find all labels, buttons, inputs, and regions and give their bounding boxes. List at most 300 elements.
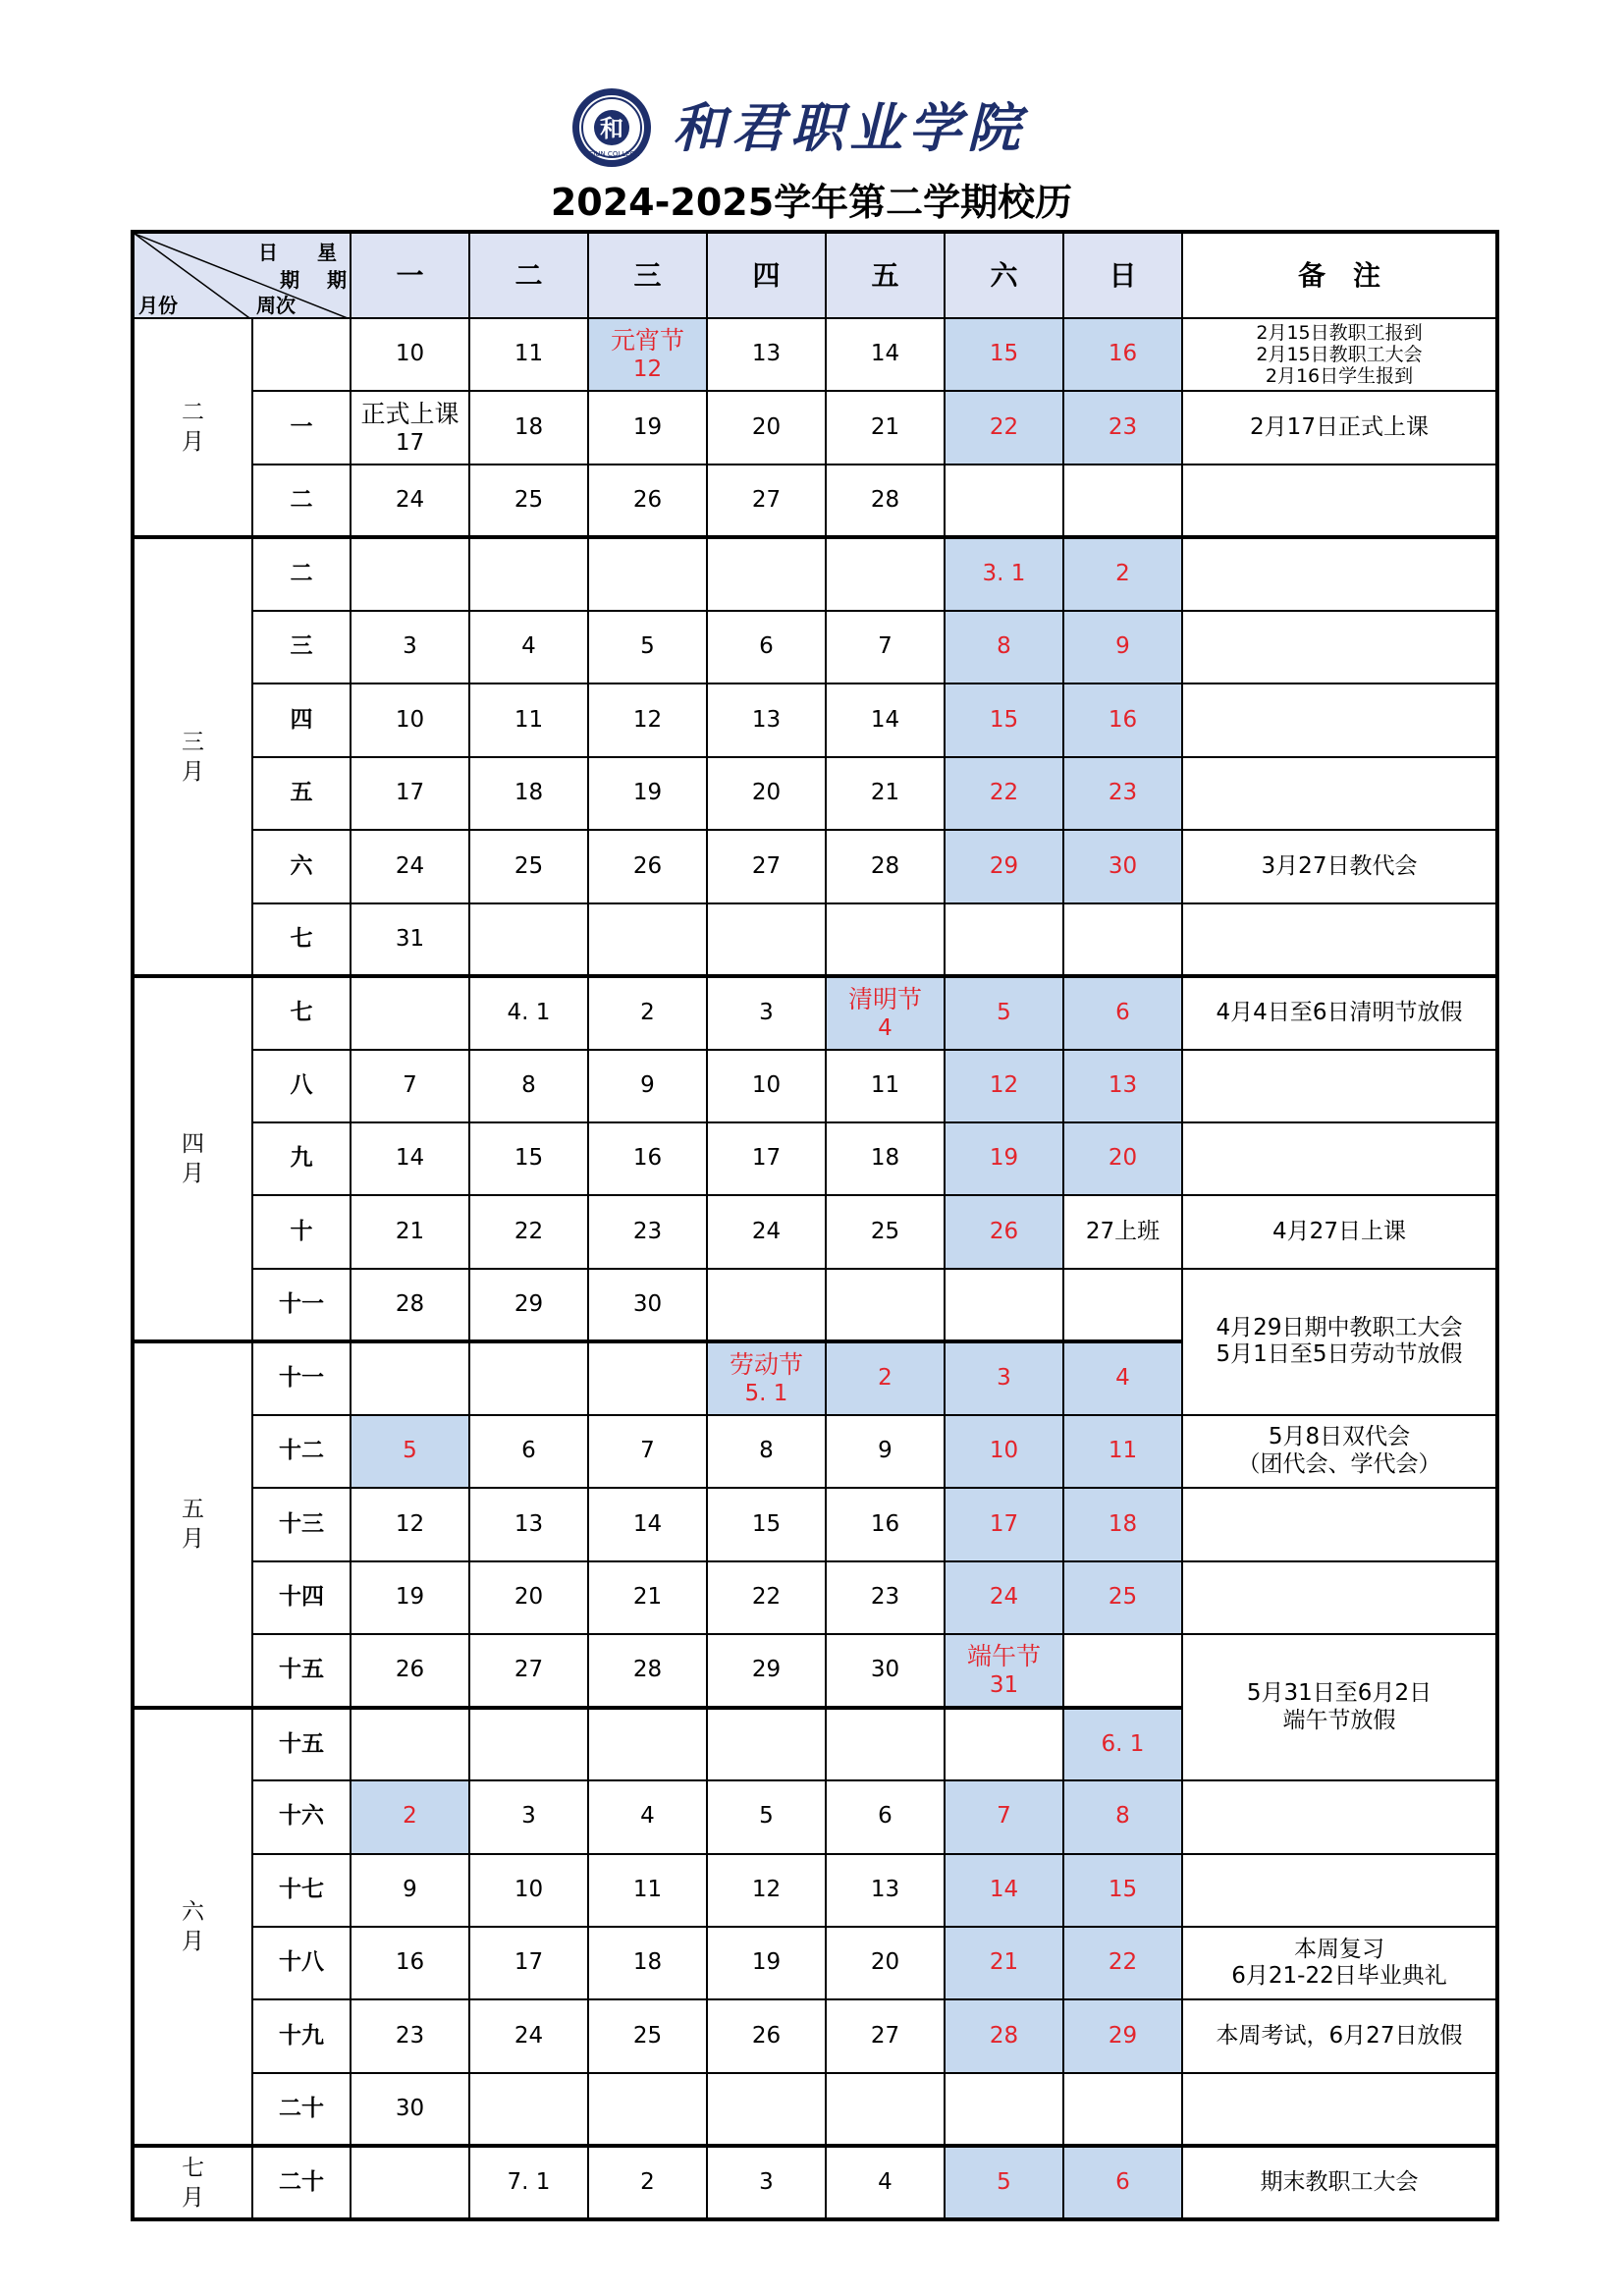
corner-label-xing: 星 xyxy=(317,241,337,264)
date-cell: 15 xyxy=(469,1122,588,1195)
date-cell: 5 xyxy=(945,976,1063,1049)
date-cell: 2 xyxy=(588,2146,707,2219)
date-cell xyxy=(469,2073,588,2146)
date-cell: 16 xyxy=(826,1488,945,1560)
week-number-cell: 八 xyxy=(252,1050,351,1122)
week-number-cell: 十二 xyxy=(252,1415,351,1488)
date-cell: 4. 1 xyxy=(469,976,588,1049)
week-number-cell: 五 xyxy=(252,757,351,830)
remark-line: 端午节放假 xyxy=(1282,1707,1396,1733)
remark-header: 备 注 xyxy=(1182,232,1497,318)
date-cell: 22 xyxy=(1063,1927,1182,1999)
date-cell: 7 xyxy=(351,1050,469,1122)
date-cell: 11 xyxy=(826,1050,945,1122)
date-cell xyxy=(826,1708,945,1780)
remark-line: 5月31日至6月2日 xyxy=(1246,1680,1433,1707)
date-cell: 29 xyxy=(707,1634,826,1707)
calendar-body xyxy=(133,318,1497,2219)
date-cell: 30 xyxy=(1063,830,1182,902)
day-header-fri: 五 xyxy=(826,232,945,318)
date-cell: 20 xyxy=(707,391,826,464)
date-cell: 25 xyxy=(469,830,588,902)
date-cell: 11 xyxy=(588,1854,707,1927)
month-label: 四月 xyxy=(182,1131,204,1187)
remark-cell xyxy=(1182,1269,1497,1415)
calendar-row xyxy=(133,537,1497,610)
date-cell: 13 xyxy=(826,1854,945,1927)
date-cell: 25 xyxy=(1063,1561,1182,1634)
week-number-cell: 十九 xyxy=(252,1999,351,2072)
date-cell: 7. 1 xyxy=(469,2146,588,2219)
class-start-date: 17 xyxy=(395,429,425,456)
date-cell: 30 xyxy=(826,1634,945,1707)
month-cell xyxy=(133,1341,252,1707)
date-cell xyxy=(469,903,588,976)
remark-line: 3月27日教代会 xyxy=(1261,852,1418,879)
week-number-cell: 六 xyxy=(252,830,351,902)
day-header-thu: 四 xyxy=(707,232,826,318)
remark-cell xyxy=(1182,1122,1497,1195)
date-cell: 21 xyxy=(588,1561,707,1634)
date-cell: 17 xyxy=(945,1488,1063,1560)
date-cell xyxy=(707,537,826,610)
date-cell: 20 xyxy=(826,1927,945,1999)
date-cell: 2 xyxy=(588,976,707,1049)
date-cell: 17 xyxy=(351,757,469,830)
date-cell xyxy=(351,976,469,1049)
calendar-row xyxy=(133,830,1497,902)
week-number-cell: 七 xyxy=(252,903,351,976)
remark-cell xyxy=(1182,903,1497,976)
date-cell: 19 xyxy=(588,391,707,464)
remark-cell xyxy=(1182,1415,1497,1488)
remark-line: 2月17日正式上课 xyxy=(1250,413,1429,440)
date-cell xyxy=(826,1269,945,1341)
date-cell: 5 xyxy=(945,2146,1063,2219)
date-cell: 24 xyxy=(945,1561,1063,1634)
date-cell: 17 xyxy=(469,1927,588,1999)
calendar-row xyxy=(133,391,1497,464)
remark-cell xyxy=(1182,1999,1497,2072)
date-cell: 3 xyxy=(707,976,826,1049)
month-cell xyxy=(133,318,252,537)
week-number-cell: 九 xyxy=(252,1122,351,1195)
date-cell: 3 xyxy=(707,2146,826,2219)
week-number-cell: 十一 xyxy=(252,1341,351,1414)
date-cell: 21 xyxy=(826,757,945,830)
date-cell: 16 xyxy=(1063,318,1182,391)
date-cell: 14 xyxy=(826,318,945,391)
week-number-cell: 十四 xyxy=(252,1561,351,1634)
date-cell: 9 xyxy=(588,1050,707,1122)
holiday-name: 端午节 xyxy=(966,1641,1041,1670)
date-cell: 6 xyxy=(1063,2146,1182,2219)
date-cell: 13 xyxy=(707,683,826,756)
date-cell xyxy=(707,903,826,976)
date-cell: 15 xyxy=(1063,1854,1182,1927)
remark-cell xyxy=(1182,1927,1497,1999)
remark-cell xyxy=(1182,391,1497,464)
date-cell: 10 xyxy=(945,1415,1063,1488)
date-cell xyxy=(469,1341,588,1414)
date-cell: 26 xyxy=(707,1999,826,2072)
date-cell: 24 xyxy=(351,465,469,537)
holiday-cell xyxy=(945,1634,1063,1707)
remark-line: 2月16日学生报到 xyxy=(1265,365,1414,388)
week-number-cell: 一 xyxy=(252,391,351,464)
date-cell xyxy=(826,2073,945,2146)
college-seal-logo xyxy=(570,86,653,169)
date-cell: 3. 1 xyxy=(945,537,1063,610)
date-cell: 29 xyxy=(1063,1999,1182,2072)
date-cell xyxy=(945,1708,1063,1780)
calendar-row xyxy=(133,1415,1497,1488)
date-cell: 22 xyxy=(707,1561,826,1634)
date-cell: 25 xyxy=(469,465,588,537)
date-cell: 14 xyxy=(351,1122,469,1195)
college-name: 和君职业学院 xyxy=(673,96,1026,159)
date-cell: 28 xyxy=(826,465,945,537)
date-cell: 30 xyxy=(588,1269,707,1341)
date-cell: 28 xyxy=(588,1634,707,1707)
date-cell: 13 xyxy=(469,1488,588,1560)
holiday-cell xyxy=(826,976,945,1049)
holiday-date: 12 xyxy=(632,356,663,383)
date-cell: 6 xyxy=(469,1415,588,1488)
date-cell: 9 xyxy=(351,1854,469,1927)
calendar-row xyxy=(133,1269,1497,1341)
date-cell: 29 xyxy=(469,1269,588,1341)
date-cell: 3 xyxy=(469,1780,588,1853)
date-cell: 26 xyxy=(945,1195,1063,1268)
date-cell: 24 xyxy=(469,1999,588,2072)
date-cell: 4 xyxy=(588,1780,707,1853)
week-number-cell: 七 xyxy=(252,976,351,1049)
holiday-name: 清明节 xyxy=(847,984,922,1013)
date-cell xyxy=(1063,2073,1182,2146)
date-cell: 4 xyxy=(469,611,588,683)
remark-cell xyxy=(1182,1488,1497,1560)
week-number-cell: 十五 xyxy=(252,1708,351,1780)
remark-cell xyxy=(1182,976,1497,1049)
date-cell: 23 xyxy=(588,1195,707,1268)
date-cell: 12 xyxy=(588,683,707,756)
remark-cell xyxy=(1182,757,1497,830)
date-cell: 5 xyxy=(351,1415,469,1488)
calendar-row xyxy=(133,976,1497,1049)
remark-cell xyxy=(1182,1634,1497,1780)
week-number-cell: 十七 xyxy=(252,1854,351,1927)
day-header-sat: 六 xyxy=(945,232,1063,318)
date-cell xyxy=(351,1708,469,1780)
calendar-row xyxy=(133,1561,1497,1634)
week-number-cell: 四 xyxy=(252,683,351,756)
date-cell: 16 xyxy=(351,1927,469,1999)
date-cell: 27 xyxy=(707,465,826,537)
date-cell: 21 xyxy=(351,1195,469,1268)
calendar-row xyxy=(133,1927,1497,1999)
calendar-row xyxy=(133,903,1497,976)
date-cell: 2 xyxy=(1063,537,1182,610)
remark-cell xyxy=(1182,683,1497,756)
date-cell xyxy=(1063,903,1182,976)
class-start-cell xyxy=(351,391,469,464)
date-cell xyxy=(707,2073,826,2146)
remark-line: 5月1日至5日劳动节放假 xyxy=(1216,1341,1463,1368)
corner-label-qi1: 期 xyxy=(280,268,299,292)
date-cell: 27 xyxy=(707,830,826,902)
month-label: 七月 xyxy=(182,2155,204,2211)
date-cell: 10 xyxy=(351,683,469,756)
date-cell: 14 xyxy=(826,683,945,756)
corner-header-cell xyxy=(133,232,351,318)
calendar-row xyxy=(133,1634,1497,1707)
day-header-wed: 三 xyxy=(588,232,707,318)
remark-line: 本周考试，6月27日放假 xyxy=(1216,2022,1463,2049)
week-number-cell: 三 xyxy=(252,611,351,683)
date-cell: 7 xyxy=(588,1415,707,1488)
remark-line: 4月29日期中教职工大会 xyxy=(1216,1314,1463,1340)
date-cell: 12 xyxy=(945,1050,1063,1122)
remark-line: 期末教职工大会 xyxy=(1260,2168,1419,2195)
date-cell xyxy=(945,465,1063,537)
svg-text:HEJUN COLLEGE: HEJUN COLLEGE xyxy=(583,150,640,158)
remark-cell xyxy=(1182,465,1497,537)
date-cell: 15 xyxy=(707,1488,826,1560)
month-cell xyxy=(133,2146,252,2219)
date-cell xyxy=(351,2146,469,2219)
date-cell: 15 xyxy=(945,318,1063,391)
date-cell: 3 xyxy=(351,611,469,683)
calendar-row xyxy=(133,2073,1497,2146)
date-cell: 26 xyxy=(351,1634,469,1707)
date-cell: 14 xyxy=(945,1854,1063,1927)
svg-text:和: 和 xyxy=(600,114,623,142)
date-cell xyxy=(469,537,588,610)
date-cell: 2 xyxy=(826,1341,945,1414)
week-number-cell: 十五 xyxy=(252,1634,351,1707)
date-cell: 19 xyxy=(707,1927,826,1999)
date-cell: 13 xyxy=(707,318,826,391)
week-number-cell: 十六 xyxy=(252,1780,351,1853)
calendar-row xyxy=(133,1195,1497,1268)
date-cell: 19 xyxy=(945,1122,1063,1195)
date-cell: 10 xyxy=(707,1050,826,1122)
date-cell: 21 xyxy=(826,391,945,464)
remark-cell xyxy=(1182,537,1497,610)
date-cell: 11 xyxy=(469,318,588,391)
date-cell xyxy=(945,2073,1063,2146)
date-cell xyxy=(1063,1634,1182,1707)
date-cell xyxy=(826,903,945,976)
remark-line: 2月15日教职工报到 xyxy=(1256,322,1423,345)
date-cell: 23 xyxy=(351,1999,469,2072)
remark-line: 6月21-22日毕业典礼 xyxy=(1231,1963,1447,1990)
remark-cell xyxy=(1182,611,1497,683)
date-cell xyxy=(588,1341,707,1414)
calendar-row xyxy=(133,1854,1497,1927)
month-cell xyxy=(133,537,252,976)
date-cell xyxy=(945,903,1063,976)
date-cell: 18 xyxy=(469,757,588,830)
date-cell: 30 xyxy=(351,2073,469,2146)
corner-label-month: 月份 xyxy=(138,294,178,317)
date-cell xyxy=(945,1269,1063,1341)
date-cell xyxy=(351,1341,469,1414)
day-header-mon: 一 xyxy=(351,232,469,318)
date-cell: 31 xyxy=(351,903,469,976)
date-cell: 15 xyxy=(945,683,1063,756)
date-cell: 26 xyxy=(588,465,707,537)
date-cell: 18 xyxy=(588,1927,707,1999)
class-start-label: 正式上课 xyxy=(360,399,460,428)
holiday-cell xyxy=(707,1341,826,1414)
date-cell: 16 xyxy=(588,1122,707,1195)
remark-cell xyxy=(1182,318,1497,391)
date-cell: 28 xyxy=(945,1999,1063,2072)
date-cell xyxy=(1063,465,1182,537)
remark-line: 本周复习 xyxy=(1294,1936,1384,1962)
calendar-row xyxy=(133,757,1497,830)
date-cell: 8 xyxy=(707,1415,826,1488)
remark-cell xyxy=(1182,1780,1497,1853)
calendar-row xyxy=(133,1122,1497,1195)
date-cell: 27上班 xyxy=(1063,1195,1182,1268)
date-cell: 10 xyxy=(469,1854,588,1927)
date-cell: 6 xyxy=(826,1780,945,1853)
date-cell: 8 xyxy=(469,1050,588,1122)
remark-cell xyxy=(1182,1195,1497,1268)
corner-label-week: 周次 xyxy=(256,294,296,317)
date-cell: 9 xyxy=(826,1415,945,1488)
date-cell xyxy=(1063,1269,1182,1341)
page-title: 2024-2025学年第二学期校历 xyxy=(550,181,1073,224)
date-cell: 24 xyxy=(707,1195,826,1268)
date-cell: 19 xyxy=(351,1561,469,1634)
holiday-date: 31 xyxy=(989,1671,1019,1698)
date-cell: 4 xyxy=(826,2146,945,2219)
week-number-cell: 十三 xyxy=(252,1488,351,1560)
week-number-cell: 十八 xyxy=(252,1927,351,1999)
date-cell: 22 xyxy=(945,757,1063,830)
date-cell: 18 xyxy=(826,1122,945,1195)
month-label: 二月 xyxy=(182,400,204,456)
holiday-cell xyxy=(588,318,707,391)
date-cell: 6 xyxy=(707,611,826,683)
date-cell: 21 xyxy=(945,1927,1063,1999)
remark-cell xyxy=(1182,2146,1497,2219)
holiday-date: 5. 1 xyxy=(744,1381,788,1407)
remark-cell xyxy=(1182,1561,1497,1634)
calendar-row xyxy=(133,318,1497,391)
date-cell: 28 xyxy=(826,830,945,902)
date-cell: 27 xyxy=(826,1999,945,2072)
date-cell: 25 xyxy=(826,1195,945,1268)
date-cell: 5 xyxy=(707,1780,826,1853)
week-number-cell: 二十 xyxy=(252,2073,351,2146)
date-cell: 9 xyxy=(1063,611,1182,683)
date-cell: 23 xyxy=(1063,391,1182,464)
date-cell: 13 xyxy=(1063,1050,1182,1122)
calendar-row xyxy=(133,1999,1497,2072)
calendar-row xyxy=(133,1050,1497,1122)
month-label: 五月 xyxy=(182,1497,204,1553)
date-cell xyxy=(588,903,707,976)
date-cell: 12 xyxy=(707,1854,826,1927)
remark-cell xyxy=(1182,2073,1497,2146)
date-cell: 12 xyxy=(351,1488,469,1560)
day-header-tue: 二 xyxy=(469,232,588,318)
date-cell: 28 xyxy=(351,1269,469,1341)
school-calendar-table xyxy=(131,230,1499,2221)
date-cell: 18 xyxy=(1063,1488,1182,1560)
corner-label-qi2: 期 xyxy=(327,268,347,292)
calendar-row xyxy=(133,611,1497,683)
week-number-cell: 十一 xyxy=(252,1269,351,1341)
week-number-cell: 二十 xyxy=(252,2146,351,2219)
remark-line: 2月15日教职工大会 xyxy=(1256,344,1423,366)
corner-label-ri: 日 xyxy=(258,241,278,264)
date-cell: 20 xyxy=(469,1561,588,1634)
day-header-sun: 日 xyxy=(1063,232,1182,318)
page-header xyxy=(0,79,1623,177)
table-header-row xyxy=(133,232,1497,318)
date-cell: 17 xyxy=(707,1122,826,1195)
week-number-cell: 十 xyxy=(252,1195,351,1268)
date-cell: 14 xyxy=(588,1488,707,1560)
date-cell: 20 xyxy=(707,757,826,830)
date-cell: 18 xyxy=(469,391,588,464)
calendar-row xyxy=(133,2146,1497,2219)
date-cell xyxy=(588,537,707,610)
month-label: 六月 xyxy=(182,1898,204,1954)
date-cell: 22 xyxy=(945,391,1063,464)
date-cell: 24 xyxy=(351,830,469,902)
date-cell xyxy=(351,537,469,610)
month-cell xyxy=(133,976,252,1341)
date-cell: 16 xyxy=(1063,683,1182,756)
date-cell: 23 xyxy=(1063,757,1182,830)
date-cell: 2 xyxy=(351,1780,469,1853)
date-cell: 23 xyxy=(826,1561,945,1634)
date-cell: 11 xyxy=(1063,1415,1182,1488)
week-number-cell: 二 xyxy=(252,465,351,537)
remark-line: （团代会、学代会） xyxy=(1237,1451,1441,1478)
date-cell: 7 xyxy=(826,611,945,683)
month-cell xyxy=(133,1708,252,2147)
date-cell: 20 xyxy=(1063,1122,1182,1195)
date-cell xyxy=(826,537,945,610)
date-cell: 5 xyxy=(588,611,707,683)
date-cell: 19 xyxy=(588,757,707,830)
date-cell xyxy=(469,1708,588,1780)
remark-cell xyxy=(1182,1050,1497,1122)
month-label: 三月 xyxy=(182,729,204,785)
date-cell: 8 xyxy=(1063,1780,1182,1853)
remark-cell xyxy=(1182,830,1497,902)
date-cell: 7 xyxy=(945,1780,1063,1853)
date-cell: 26 xyxy=(588,830,707,902)
date-cell xyxy=(707,1708,826,1780)
calendar-row xyxy=(133,683,1497,756)
date-cell: 11 xyxy=(469,683,588,756)
date-cell xyxy=(707,1269,826,1341)
date-cell: 25 xyxy=(588,1999,707,2072)
calendar-row xyxy=(133,1780,1497,1853)
calendar-row xyxy=(133,465,1497,537)
remark-line: 4月27日上课 xyxy=(1272,1218,1406,1244)
calendar-row xyxy=(133,1488,1497,1560)
